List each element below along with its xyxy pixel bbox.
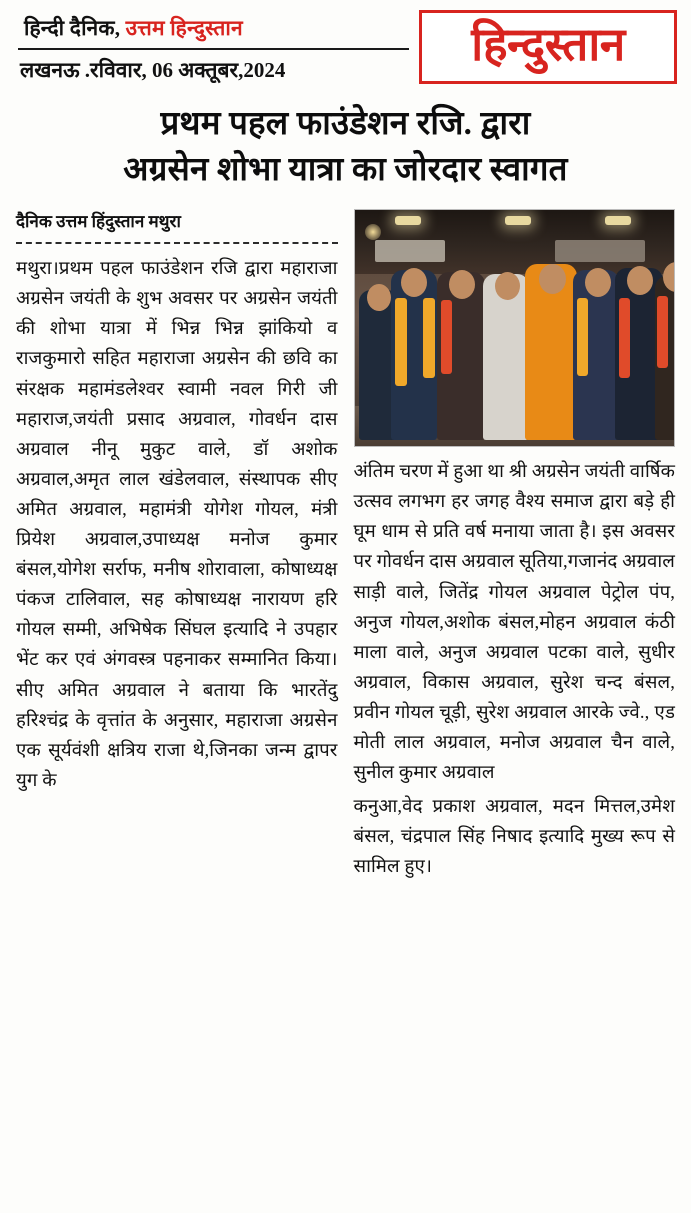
shop-sign [375,240,445,262]
person-head [401,268,427,297]
person-head [539,264,566,294]
shop-sign [555,240,645,262]
ceiling-lamp-icon [505,216,531,225]
publication-line [18,14,409,42]
red-sash [657,296,668,368]
article-paragraph: कनुआ,वेद प्रकाश अग्रवाल, मदन मित्तल,उमेश बंसल, चंद्रपाल सिंह निषाद इत्यादि मुख्य रूप से सामिल हुए। [353,796,675,878]
masthead-divider [18,48,409,50]
edition-date-line: लखनऊ .रविवार, 06 अक्तूबर,2024 [20,58,286,82]
saffron-sash [577,298,588,376]
masthead [0,0,691,84]
ceiling-lamp-icon [605,216,631,225]
article-column-left [16,209,338,883]
brand-logo-box [419,10,677,84]
saffron-sash [395,298,407,386]
headline-line-2: अग्रसेन शोभा यात्रा का जोरदार स्वागत [123,151,568,188]
person-head [367,284,391,311]
saffron-sash [423,298,435,378]
headline-line-1: प्रथम पहल फाउंडेशन रजि. द्वारा [160,106,531,142]
publication-type: हिन्दी दैनिक, [24,16,126,40]
red-sash [619,298,630,378]
article-body [0,199,691,889]
article-photo [354,209,676,447]
ceiling-lamp-icon [395,216,421,225]
article-column-right [354,209,676,883]
person-head [449,270,475,299]
red-sash [441,300,452,374]
article-paragraph: अंतिम चरण में हुआ था श्री अग्रसेन जयंती वार्षिक उत्सव लगभग हर जगह वैश्य समाज द्वारा बड़े ही घूम धाम से प्रति वर्ष मनाया जाता है। इस अवसर पर गोवर्धन दास अग्रवाल सूतिया,गजानंद अग्रवाल साड़ी वाले, जितेंद्र गोयल अग्रवाल पेट्रोल पंप, अनुज गोयल,अशोक बंसल,मोहन अग्रवाल कंठी माला वाले, अनुज अग्रवाल पटका वाले, सुधीर अग्रवाल, विकास अग्रवाल, सुरेश चन्द बंसल, प्रवीन गोयल चूड़ी, सुरेश अग्रवाल आरके ज्वे., एड मोती लाल अग्रवाल, मनोज अग्रवाल चैन वाले, सुनील कुमार अग्रवाल [353,461,675,784]
person-head [627,266,653,295]
publication-name: उत्तम हिन्दुस्तान [125,16,243,40]
person-head [585,268,611,297]
light-flare [365,224,381,240]
article-paragraph: मथुरा।प्रथम पहल फाउंडेशन रजि द्वारा महाराजा अग्रसेन जयंती के शुभ अवसर पर अग्रसेन जयंती की शोभा यात्रा में भिन्न भिन्न झांकियो व राजकुमारो सहित महाराजा अग्रसेन की छवि का संरक्षक महामंडलेश्वर स्वामी नवल गिरी जी महाराज,जयंती प्रसाद अग्रवाल, गोवर्धन दास अग्रवाल नीनू मुकुट वाले, डॉ अशोक अग्रवाल,अमृत लाल खंडेलवाल, संस्थापक सीए अमित अग्रवाल, महामंत्री योगेश गोयल, मंत्री प्रियेश अग्रवाल,उपाध्यक्ष मनोज कुमार बंसल,योगेश सर्राफ, मनीष शोरावाला, कोषाध्यक्ष पंकज टालिवाल, सह कोषाध्यक्ष नारायण हरि गोयल सम्मी, अभिषेक सिंघल इत्यादि ने उपहार भेंट कर एवं अंगवस्त्र पहनाकर सम्मानित किया। सीए अमित अग्रवाल ने बताया कि भारतेंदु हरिश्चंद्र के वृत्तांत के अनुसार, महाराजा अग्रसेन एक सूर्यवंशी क्षत्रिय राजा थे,जिनका जन्म द्वापर युग के [16,258,338,791]
byline-divider [16,242,338,244]
page-title [16,102,675,193]
brand-logo-text: हिन्दुस्तान [471,18,625,70]
byline: दैनिक उत्तम हिंदुस्तान मथुरा [16,212,181,232]
masthead-left [18,10,409,84]
person-head [495,272,520,300]
